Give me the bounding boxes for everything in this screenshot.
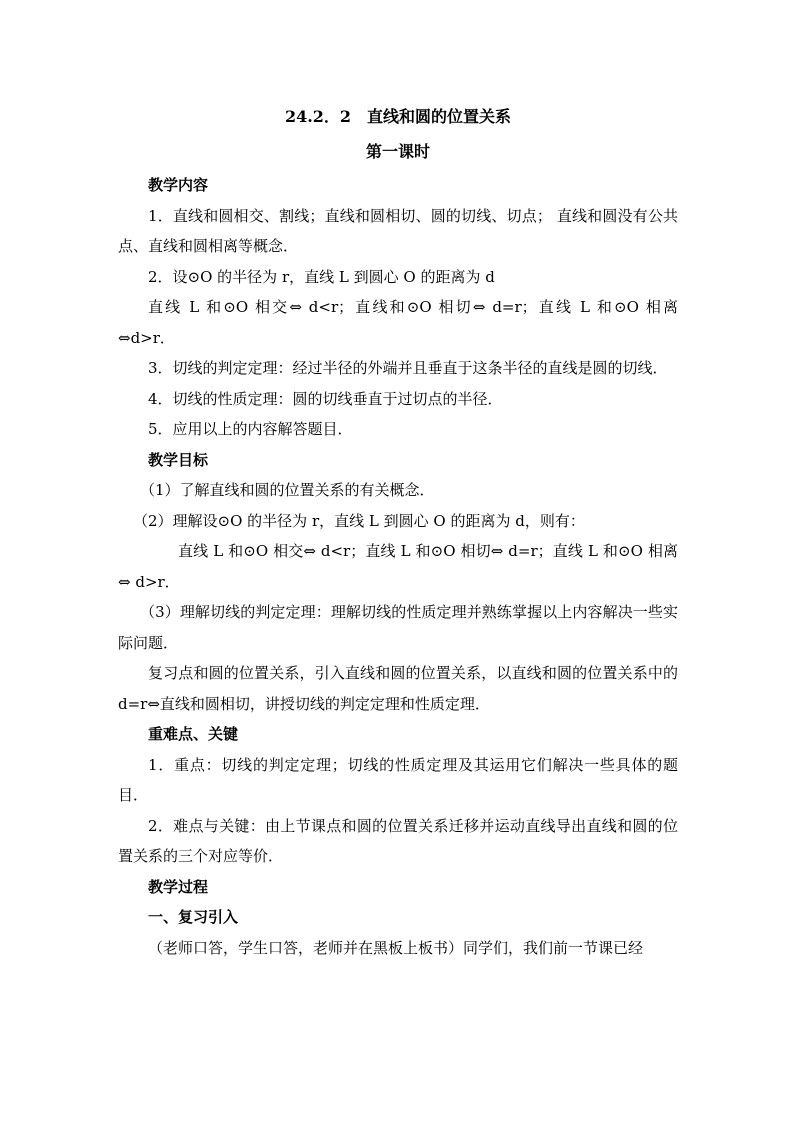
paragraph: 复习点和圆的位置关系，引入直线和圆的位置关系，以直线和圆的位置关系中的 d=r⇔直线和圆相切，讲授切线的判定定理和性质定理． (118, 664, 678, 713)
paragraph: 2．难点与关键：由上节课点和圆的位置关系迁移并运动直线导出直线和圆的位置关系的三个对应等价． (118, 816, 678, 865)
paragraph: 直线 L 和⊙O 相交⇔ d<r；直线 L 和⊙O 相切⇔ d=r；直线 L 和⊙O 相离⇔ d>r． (118, 542, 678, 591)
section-heading-goals: 教学目标 (148, 450, 209, 469)
paragraph: （2）理解设⊙O 的半径为 r，直线 L 到圆心 O 的距离为 d，则有： (133, 511, 585, 530)
paragraph: 3．切线的判定定理：经过半径的外端并且垂直于这条半径的直线是圆的切线． (148, 359, 668, 377)
page-subtitle: 第一课时 (365, 142, 430, 161)
paragraph: （3）理解切线的判定定理：理解切线的性质定理并熟练掌握以上内容解决一些实际问题． (118, 603, 678, 652)
paragraph: 1．重点：切线的判定定理；切线的性质定理及其运用它们解决一些具体的题目． (118, 755, 678, 804)
paragraph: （1）了解直线和圆的位置关系的有关概念． (140, 481, 435, 499)
section-heading-content: 教学内容 (148, 176, 209, 194)
section-heading-key: 重难点、关键 (148, 725, 239, 743)
paragraph: （老师口答，学生口答，老师并在黑板上板书）同学们，我们前一节课已经 (148, 938, 644, 957)
paragraph: 4．切线的性质定理：圆的切线垂直于过切点的半径． (148, 389, 503, 408)
section-heading-process: 教学过程 (148, 877, 209, 896)
paragraph: 2．设⊙O 的半径为 r，直线 L 到圆心 O 的距离为 d (148, 267, 495, 286)
document-body (118, 102, 678, 963)
page-title: 24.2．2 直线和圆的位置关系 (284, 107, 512, 126)
paragraph: 直线 L 和⊙O 相交⇔ d<r；直线和⊙O 相切⇔ d=r；直线 L 和⊙O 相离⇔d>r． (118, 298, 678, 347)
paragraph: 5．应用以上的内容解答题目． (148, 420, 353, 438)
section-subheading-review: 一、复习引入 (148, 908, 239, 926)
paragraph: 1．直线和圆相交、割线；直线和圆相切、圆的切线、切点； 直线和圆没有公共点、直线和圆相离等概念． (118, 206, 678, 255)
